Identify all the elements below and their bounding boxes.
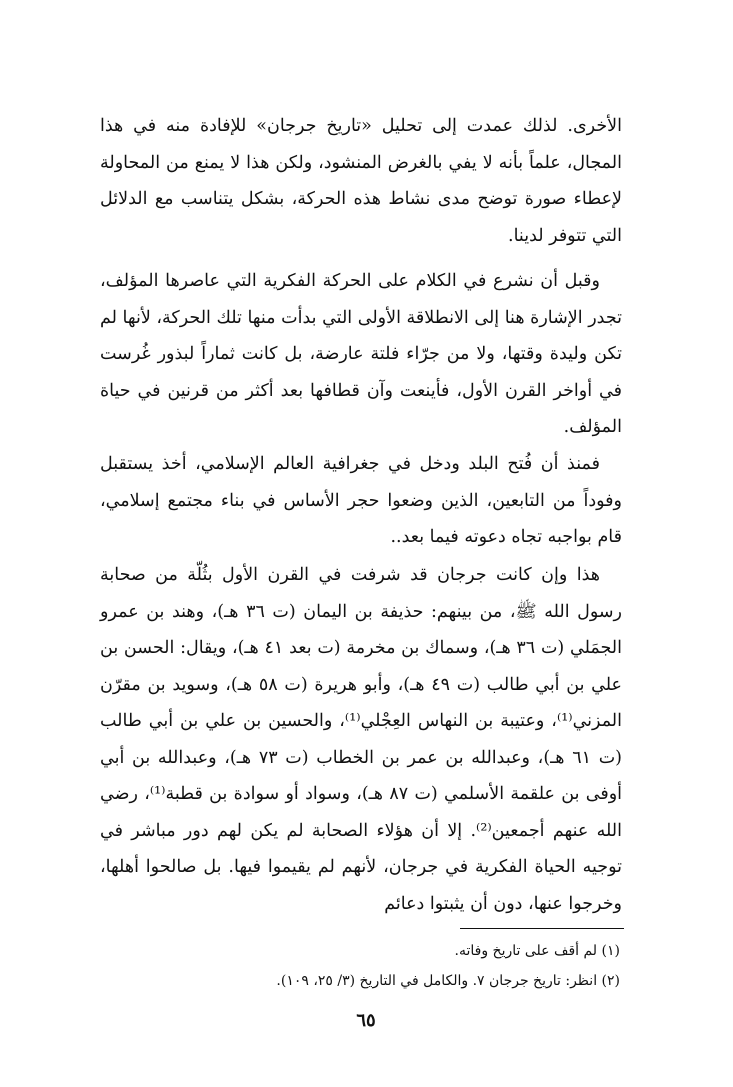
body-paragraph-1 xyxy=(100,108,622,254)
paragraph-text: الأخرى. لذلك عمدت إلى تحليل «تاريخ جرجان» للإفادة منه في هذا المجال، علماً بأنه لا يفي بالغرض المنشود، ولكن هذا لا يمنع من المحاولة لإعطاء صورة توضح مدى نشاط هذه الحركة، بشكل يتناسب مع الدلائل التي تتوفر لدينا. xyxy=(100,116,622,246)
body-paragraph-2 xyxy=(100,263,622,446)
body-paragraph-3 xyxy=(100,446,622,556)
paragraph-text: وقبل أن نشرع في الكلام على الحركة الفكرية التي عاصرها المؤلف، تجدر الإشارة هنا إلى الانطلاقة الأولى التي بدأت منها تلك الحركة، لأنها لم تكن وليدة وقتها، ولا من جرّاء فلتة عارضة، بل كانت ثماراً لبذور غُرست في أواخر القرن الأول، فأينعت وآن قطافها بعد أكثر من قرنين في حياة المؤلف. xyxy=(100,271,622,437)
page-number: ٦٥ xyxy=(356,1010,376,1031)
footnote-2: (٢) انظر: تاريخ جرجان ٧. والكامل في التاريخ (٣/ ٢٥، ١٠٩). xyxy=(276,973,620,989)
body-paragraph-4 xyxy=(100,557,622,922)
footnote-divider xyxy=(460,928,624,929)
footnote-1: (١) لم أقف على تاريخ وفاته. xyxy=(454,943,620,959)
footnotes xyxy=(180,936,620,996)
paragraph-text: فمنذ أن فُتح البلد ودخل في جغرافية العالم الإسلامي، أخذ يستقبل وفوداً من التابعين، الذين وضعوا حجر الأساس في بناء مجتمع إسلامي، قام بواجبه تجاه دعوته فيما بعد.. xyxy=(100,454,622,547)
paragraph-text: هذا وإن كانت جرجان قد شرفت في القرن الأول بثُلّة من صحابة رسول الله ﷺ، من بينهم: حذيفة بن اليمان (ت ٣٦ هـ)، وهند بن عمرو الجمَلي (ت ٣٦ هـ)، وسماك بن مخرمة (ت بعد ٤١ هـ)، ويقال: الحسن بن علي بن أبي طالب (ت ٤٩ هـ)، وأبو هريرة (ت ٥٨ هـ)، وسويد بن مقرّن المزني⁽¹⁾، وعتيبة بن النهاس العِجْلي⁽¹⁾، والحسين بن علي بن أبي طالب (ت ٦١ هـ)، وعبدالله بن عمر بن الخطاب (ت ٧٣ هـ)، وعبدالله بن أبي أوفى بن علقمة الأسلمي (ت ٨٧ هـ)، وسواد أو سوادة بن قطبة⁽¹⁾، رضي الله عنهم أجمعين⁽²⁾. إلا أن هؤلاء الصحابة لم يكن لهم دور مباشر في توجيه الحياة الفكرية في جرجان، لأنهم لم يقيموا فيها. بل صالحوا أهلها، وخرجوا عنها، دون أن يثبتوا دعائم xyxy=(100,565,623,914)
